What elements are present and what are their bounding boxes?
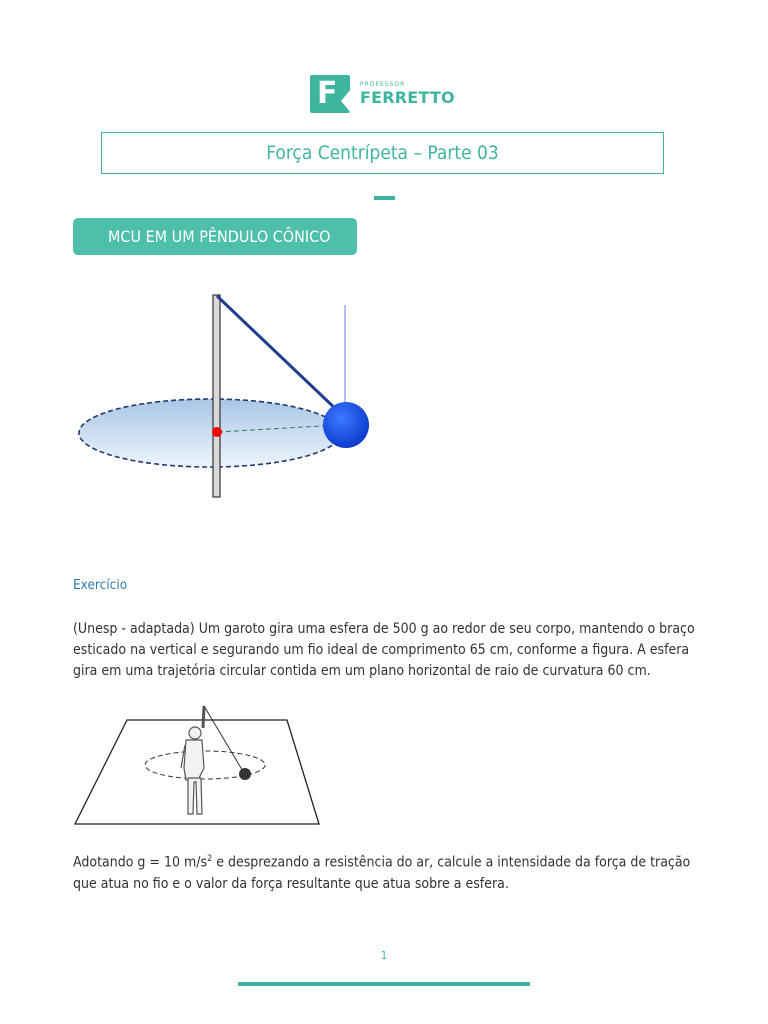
exercise-statement: (Unesp - adaptada) Um garoto gira uma esfera de 500 g ao redor de seu corpo, mantendo o braço esticado na vertical e segurando um fio ideal de comprimento 65 cm, conforme a figura. A esfera gira em uma trajetória circular contida em um plano horizontal de raio de curvatura 60 cm.: [73, 621, 695, 679]
orbit-disc: [79, 399, 341, 467]
vertical-pole: [213, 295, 220, 497]
pendulum-sphere: [323, 402, 369, 448]
footer-bar: [238, 982, 530, 986]
logo-letter: F: [317, 76, 338, 111]
section-header: [73, 218, 357, 255]
logo-mark: [310, 75, 350, 113]
boy-swinging-ball-figure: [72, 700, 322, 830]
exponent: 2: [207, 854, 213, 864]
logo-wordmark: FERRETTO: [360, 88, 455, 107]
question-part1: Adotando g = 10 m/s: [73, 854, 208, 871]
center-point: [212, 427, 222, 437]
pendulum-string: [217, 296, 340, 413]
exercise-label: Exercício: [73, 577, 128, 593]
title-divider: [374, 196, 395, 200]
question-text: [73, 849, 698, 895]
conical-pendulum-figure: [70, 285, 380, 505]
page-title: Força Centrípeta – Parte 03: [266, 142, 499, 164]
question-part2: e desprezando a resistência do ar, calcule a intensidade da força de tração que atua no fio e o valor da força resultante que atua sobre a esfera.: [73, 854, 691, 892]
logo-subtitle: PROFESSOR: [360, 81, 406, 88]
ferretto-logo: [310, 75, 460, 115]
boy-ball: [239, 768, 251, 780]
title-box: [101, 132, 664, 174]
section-title: MCU EM UM PÊNDULO CÔNICO: [108, 227, 331, 246]
page-number: 1: [380, 949, 388, 962]
